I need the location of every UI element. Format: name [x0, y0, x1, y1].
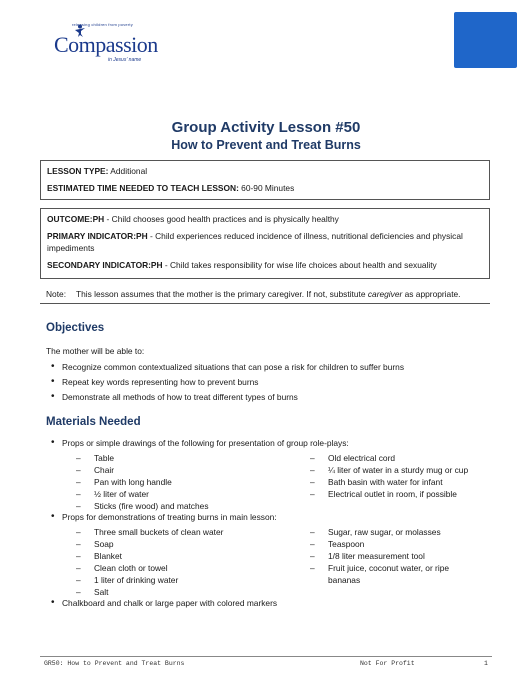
lesson-time: ESTIMATED TIME NEEDED TO TEACH LESSON: 60-90 Minutes — [47, 183, 295, 193]
list-item: – ¼ liter of water in a sturdy mug or cup — [328, 464, 468, 476]
list-item: • Props for demonstrations of treating burns in main lesson: — [62, 512, 277, 522]
page-subtitle: How to Prevent and Treat Burns — [171, 138, 361, 152]
list-item: • Props or simple drawings of the following for presentation of group role-plays: — [62, 438, 349, 448]
footer-not-for-profit: Not For Profit — [360, 660, 415, 667]
secondary-indicator: SECONDARY INDICATOR:PH - Child takes responsibility for wise life choices about health and sexuality — [47, 260, 437, 270]
list-item: – Blanket — [94, 550, 122, 562]
list-item: – Sticks (fire wood) and matches — [94, 500, 209, 512]
list-item: • Repeat key words representing how to prevent burns — [62, 377, 258, 387]
materials-heading: Materials Needed — [46, 416, 141, 428]
list-item: – Electrical outlet in room, if possible — [328, 488, 457, 500]
page-title: Group Activity Lesson #50 — [171, 119, 361, 136]
list-item: – Bath basin with water for infant — [328, 476, 443, 488]
compassion-logo — [52, 22, 162, 68]
list-item: – Soap — [94, 538, 114, 550]
primary-indicator: PRIMARY INDICATOR:PH - Child experiences reduced incidence of illness, nutritional deficiencies and physical impediments — [47, 231, 463, 253]
indicators-box — [40, 208, 490, 279]
list-item: • Chalkboard and chalk or large paper with colored markers — [62, 598, 277, 608]
list-item: – Clean cloth or towel — [94, 562, 168, 574]
list-item: – Pan with long handle — [94, 476, 172, 488]
objectives-heading: Objectives — [46, 322, 105, 334]
list-item: – Old electrical cord — [328, 452, 395, 464]
decorative-blue-square — [454, 12, 517, 68]
objectives-intro: The mother will be able to: — [46, 346, 145, 356]
list-item: – Chair — [94, 464, 114, 476]
list-item: • Demonstrate all methods of how to treat different types of burns — [62, 392, 298, 402]
list-item: – Fruit juice, coconut water, or ripe bananas — [328, 562, 478, 586]
list-item: – Three small buckets of clean water — [94, 526, 223, 538]
list-item: – Salt — [94, 586, 108, 598]
logo-tagline: releasing children from poverty — [72, 22, 133, 27]
footer-divider — [40, 656, 492, 657]
list-item: – 1/8 liter measurement tool — [328, 550, 425, 562]
list-item: • Recognize common contextualized situations that can pose a risk for children to suffer burns — [62, 362, 404, 372]
note-text: This lesson assumes that the mother is the primary caregiver. If not, substitute caregiver as appropriate. — [76, 289, 461, 299]
lesson-type: LESSON TYPE: Additional — [47, 166, 148, 176]
list-item: – Sugar, raw sugar, or molasses — [328, 526, 441, 538]
lesson-info-box — [40, 160, 490, 200]
logo-subtitle: in Jesus' name — [108, 57, 142, 63]
list-item: – Teaspoon — [328, 538, 364, 550]
outcome: OUTCOME:PH - Child chooses good health practices and is physically healthy — [47, 214, 339, 224]
list-item: – 1 liter of drinking water — [94, 574, 178, 586]
list-item: – Table — [94, 452, 114, 464]
footer-page-number: 1 — [484, 660, 488, 667]
list-item: – ½ liter of water — [94, 488, 149, 500]
note-row — [40, 286, 490, 304]
note-label: Note: — [46, 289, 67, 299]
logo-wordmark: Compassion — [54, 32, 158, 57]
footer-doc-title: GR50: How to Prevent and Treat Burns — [44, 660, 185, 667]
